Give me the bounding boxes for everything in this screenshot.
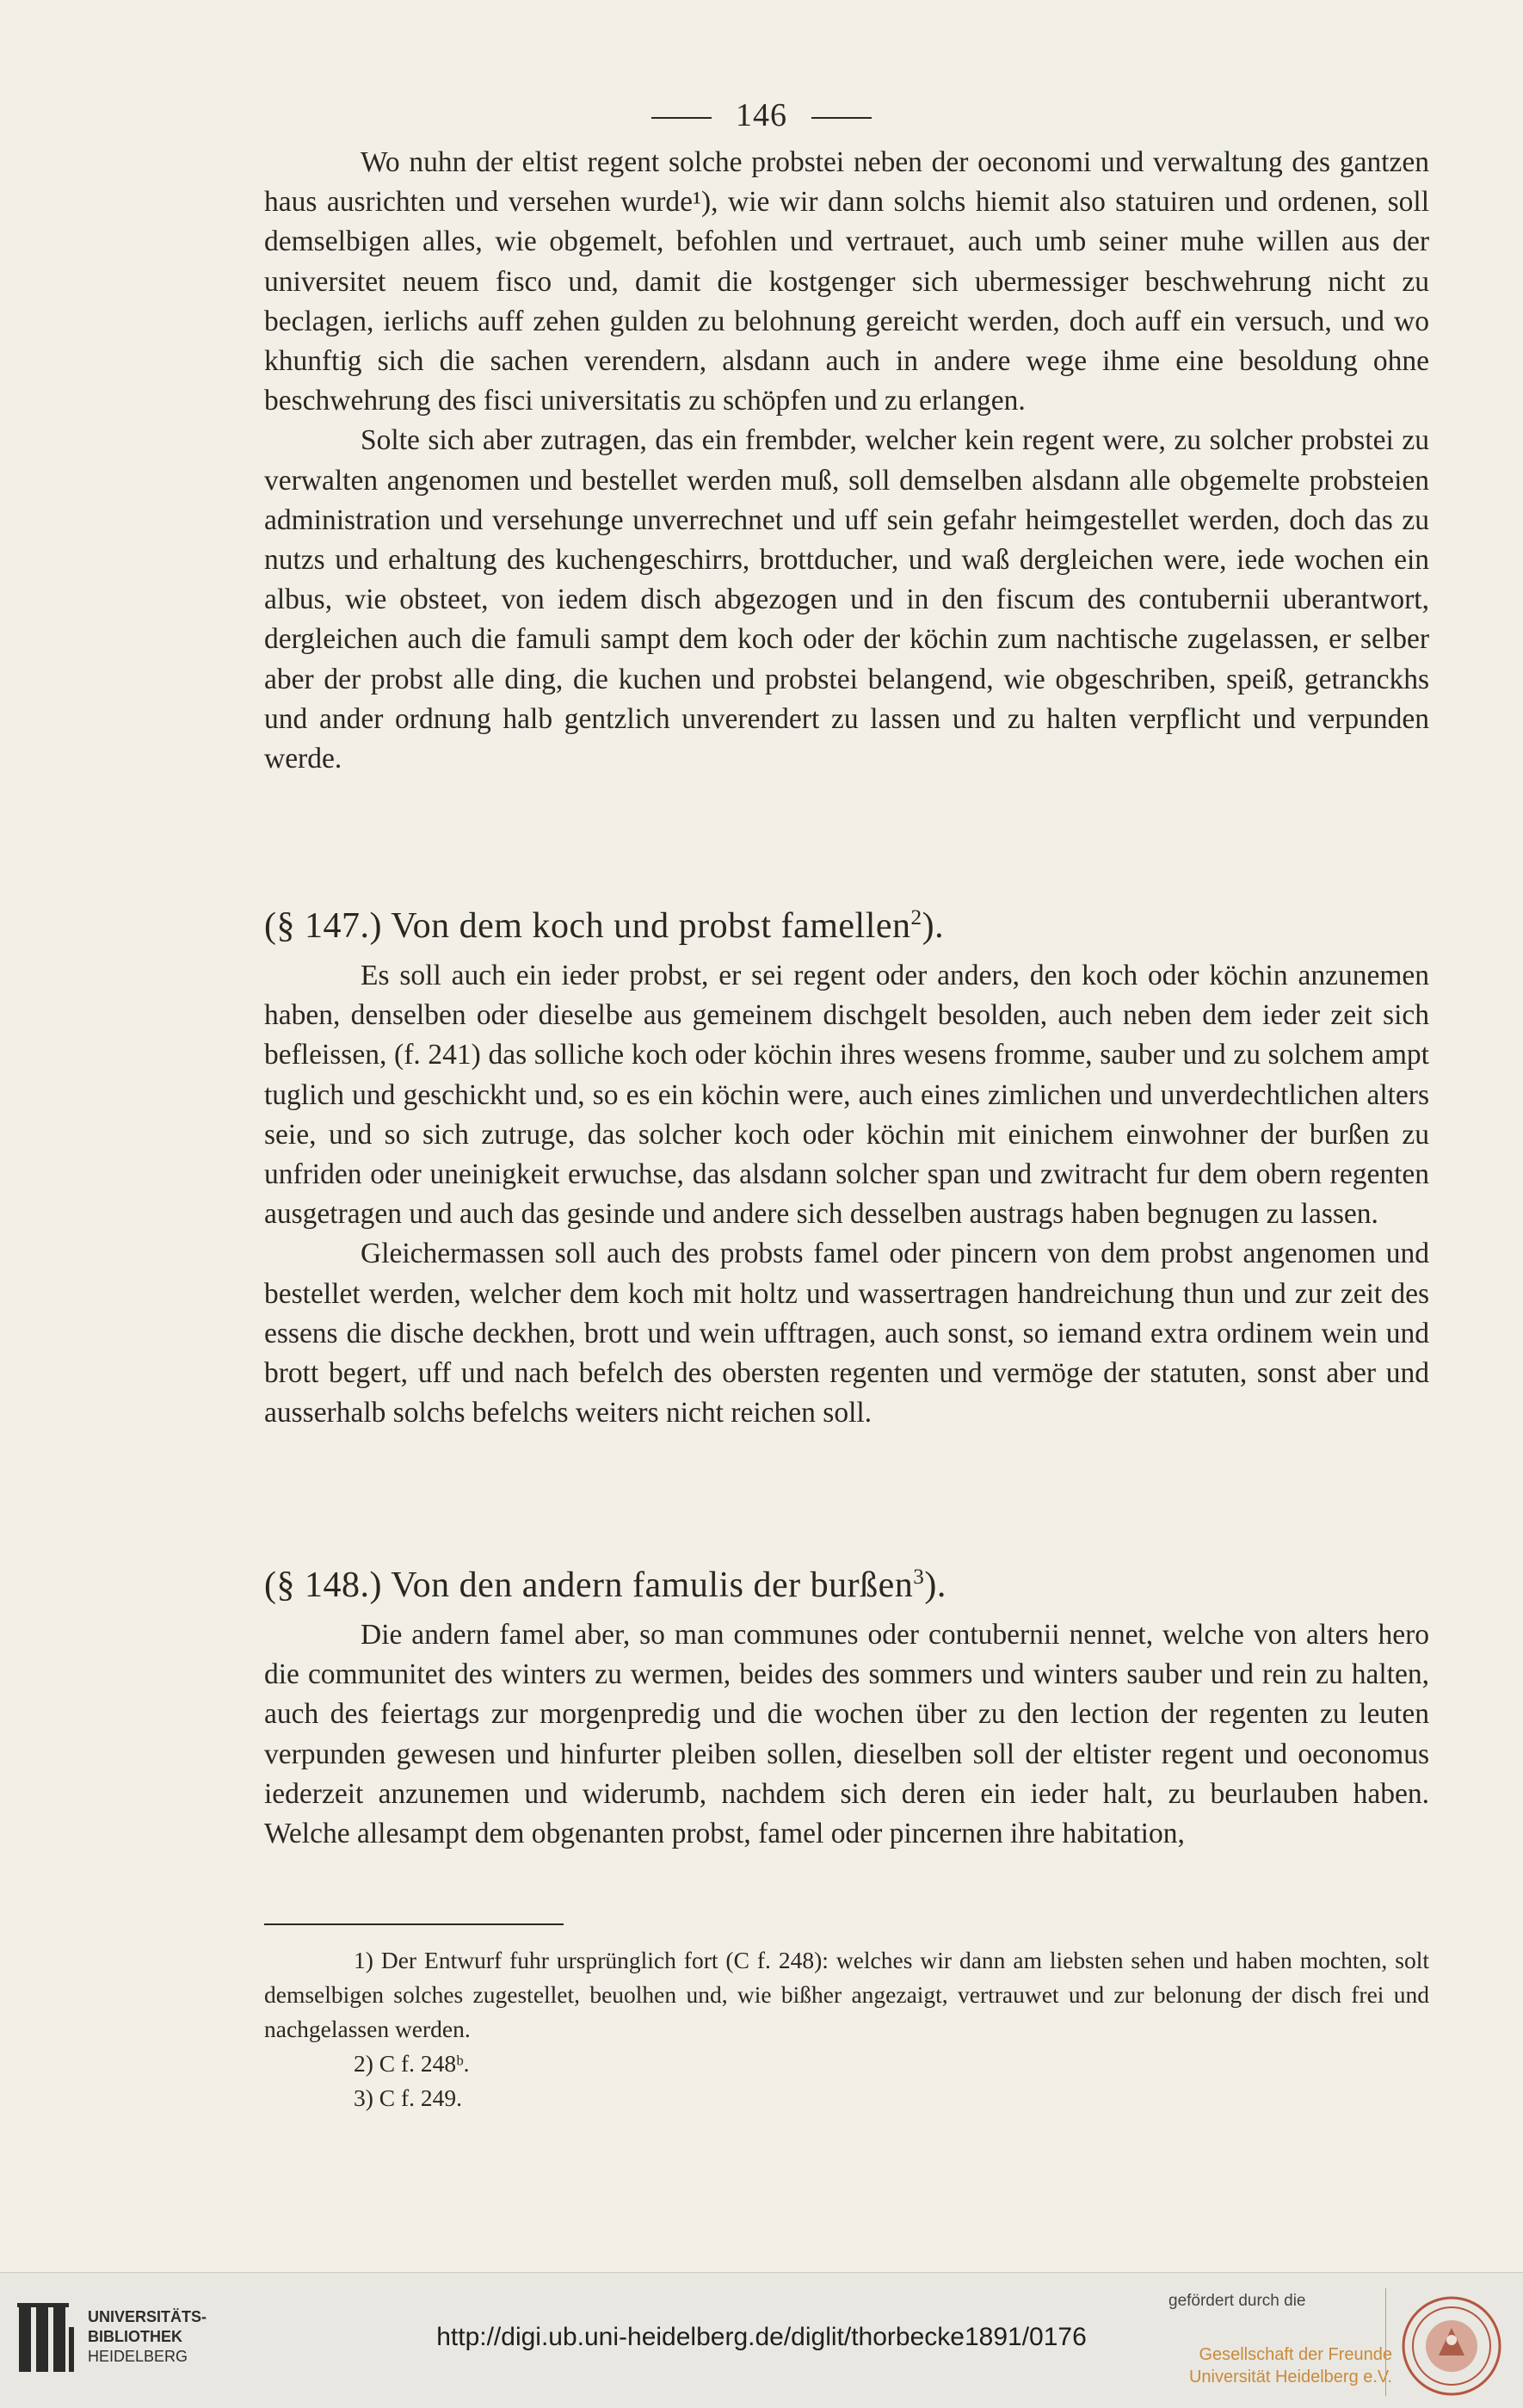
permalink-url[interactable]: http://digi.ub.uni-heidelberg.de/diglit/thorbecke1891/0176 — [436, 2323, 1087, 2351]
section-148-title: (§ 148.) Von den andern famulis der burßen — [264, 1565, 914, 1605]
header-dash-right — [811, 117, 872, 119]
paragraph-1: Wo nuhn der eltist regent solche probstei neben der oeconomi und verwaltung des gantzen haus ausrichten und versehen wurde¹), wie wir dann solchs hiemit also statuiren und ordenen, soll demselbigen alles, wie obgemelt, befohlen und vertrauet, auch umb seiner muhe willen aus der universitet neuem fisco und, damit die kostgenger sich ubermessiger beschwehrung nicht zu beclagen, ierlichs auff zehen gulden zu belohnung gereicht werden, doch auff ein versuch, und wo khunftig sich die sachen verendern, alsdann auch in andere wege ihme eine besoldung ohne beschwehrung des fisci universitatis zu schöpfen und zu erlangen. — [264, 146, 1429, 417]
university-seal-icon — [1401, 2295, 1502, 2397]
section-148-text — [264, 1615, 1429, 1854]
footnote-3: 3) C f. 249. — [354, 2084, 463, 2111]
section-148-heading — [264, 1564, 946, 1607]
header-dash-left — [651, 117, 712, 119]
section-148-heading-end: ). — [924, 1565, 946, 1605]
sponsor-block — [1168, 2292, 1392, 2388]
paragraph-5: Die andern famel aber, so man communes oder contubernii nennet, welche von alters hero die communitet des winters zu wermen, beides des sommers und winters sauber und rein zu halten, auch des feiertags zur morgenpredig und die wochen über zu den lection der regenten zu leuten verpunden gewesen und hinfurter pleiben sollen, dieselben soll der eltister regent und oeconomus iederzeit anzunemen und widerumb, nachdem sich deren ein ieder halt, zu beurlauben haben. Welche allesampt dem obgenanten probst, famel oder pincernen ihre habitation, — [264, 1619, 1429, 1850]
library-name-line-3: HEIDELBERG — [88, 2348, 188, 2365]
page-header — [0, 96, 1523, 134]
paragraph-3: Es soll auch ein ieder probst, er sei regent oder anders, den koch oder köchin anzunemen haben, denselben oder dieselbe aus gemeinem dischgelt besolden, auch neben dem ieder zeit sich befleissen, (f. 241) das solliche koch oder köchin ihres wesens fromme, sauber und zu solchem ampt tuglich und geschickht und, so es ein köchin were, auch eines zimlichen und unverdechtlichen alters seie, und so sich zutruge, das solcher koch oder köchin mit einichem einwohner der burßen zu unfriden oder uneinigkeit erwuchse, das alsdann solcher span und zwitracht fur dem obern regenten ausgetragen und auch das gesinde und andere sich desselben austrags haben begnugen zu lassen. — [264, 960, 1429, 1231]
section-147-text — [264, 956, 1429, 1433]
footnotes — [264, 1943, 1429, 2115]
sponsor-label: gefördert durch die — [1168, 2292, 1306, 2310]
paragraph-4: Gleichermassen soll auch des probsts famel oder pincern von dem probst angenomen und bestellet werden, welcher dem koch mit holtz und wassertragen handreichung thun und zur zeit des essens die dische deckhen, brott und wein ufftragen, auch sonst, so iemand extra ordinem wein und brott begert, uff und nach befelch des obersten regenten und vermöge der statuten, sonst aber und ausserhalb solchs befelchs weiters nicht reichen soll. — [264, 1238, 1429, 1429]
sponsor-org-line-2: Universität Heidelberg e.V. — [1188, 2368, 1392, 2386]
sponsor-org-line-1: Gesellschaft der Freunde — [1199, 2345, 1392, 2364]
footnote-ref-2: 2 — [910, 906, 922, 929]
section-147-title: (§ 147.) Von dem koch und probst famellen — [264, 906, 911, 946]
footnote-2: 2) C f. 248ᵇ. — [354, 2050, 470, 2077]
paragraph-2: Solte sich aber zutragen, das ein frembder, welcher kein regent were, zu solcher probstei zu verwalten angenomen und bestellet werden muß, soll demselben alsdann alle obgemelte probsteien administration und versehunge unverrechnet und uff sein gefahr heimgestellet werden, doch das zu nutzs und erhaltung des kuchengeschirrs, brottducher, und waß dergleichen were, iede wochen ein albus, wie obsteet, von iedem disch abgezogen und in den fiscum des contubernii uberantwort, dergleichen auch die famuli sampt dem koch oder der köchin zum nachtische zugelassen, er selber aber der probst alle ding, die kuchen und probstei belangend, wie obgeschriben, speiß, getranckhs und ander ordnung halb gentzlich unverendert zu lassen und zu halten verpflicht und verpunden werde. — [264, 424, 1429, 775]
sponsor-divider — [1385, 2288, 1386, 2396]
footnote-ref-3: 3 — [913, 1565, 925, 1589]
footnote-rule — [264, 1923, 564, 1925]
page-number: 146 — [736, 97, 787, 133]
footnote-1: 1) Der Entwurf fuhr ursprünglich fort (C f. 248): welches wir dann am liebsten sehen und haben mochten, solt demselbigen solches zugestellet, beuolhen und, wie bißher angezaigt, vertrauwet und zur belonung der disch frei und nachgelassen werden. — [264, 1947, 1429, 2042]
library-name-line-2: BIBLIOTHEK — [88, 2328, 182, 2345]
top-text-block — [264, 143, 1429, 779]
section-147-heading-end: ). — [922, 906, 945, 946]
library-name-line-1: UNIVERSITÄTS- — [88, 2308, 207, 2325]
digitization-footer — [0, 2272, 1523, 2408]
section-147-heading — [264, 905, 944, 948]
